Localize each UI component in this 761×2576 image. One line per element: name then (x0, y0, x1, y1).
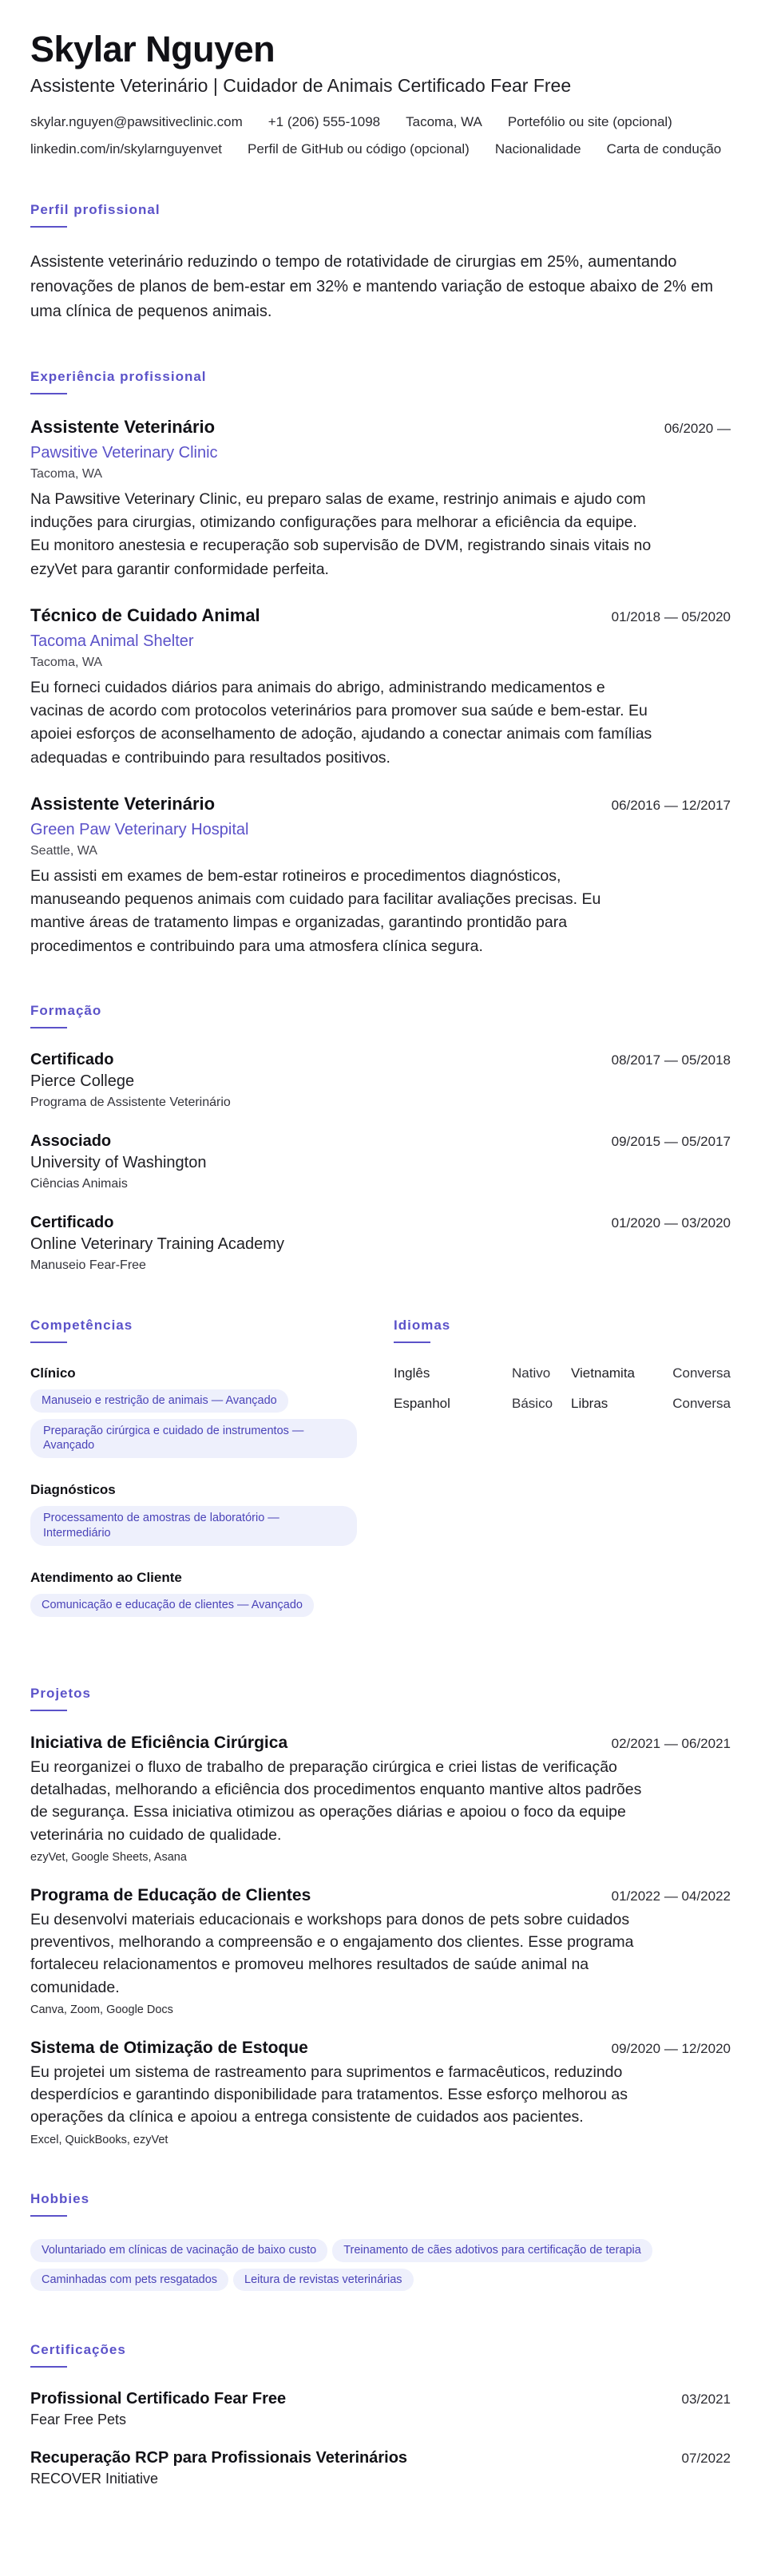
section-divider (394, 1342, 430, 1343)
skill-tag: Preparação cirúrgica e cuidado de instrumentos — Avançado (30, 1419, 357, 1459)
project-name: Iniciativa de Eficiência Cirúrgica (30, 1733, 288, 1752)
hobby-list (30, 2239, 731, 2298)
section-divider (30, 226, 67, 228)
field-of-study: Programa de Assistente Veterinário (30, 1095, 231, 1109)
skills-languages-row (30, 1318, 731, 1641)
contact-phone[interactable]: +1 (206) 555-1098 (268, 113, 381, 129)
skill-tag: Manuseio e restrição de animais — Avançado (30, 1389, 288, 1413)
education-item (30, 1051, 731, 1110)
certifications-section (30, 2342, 731, 2487)
hobby-tag: Leitura de revistas veterinárias (233, 2269, 413, 2292)
section-title: Certificações (30, 2342, 126, 2358)
language-name: Vietnamita (571, 1365, 636, 1381)
experience-item (30, 794, 731, 958)
certification-date: 07/2022 (681, 2451, 731, 2467)
certification-name: Profissional Certificado Fear Free (30, 2390, 287, 2408)
education-section (30, 1003, 731, 1273)
certification-item (30, 2390, 731, 2428)
degree: Associado (30, 1131, 112, 1150)
contact-email[interactable]: skylar.nguyen@pawsitiveclinic.com (30, 113, 243, 129)
experience-item (30, 605, 731, 770)
language-level: Conversa (672, 1365, 731, 1381)
education-date: 01/2020 — 03/2020 (611, 1215, 731, 1231)
section-title: Idiomas (394, 1317, 451, 1333)
skill-group (30, 1570, 362, 1623)
institution: University of Washington (30, 1153, 207, 1171)
section-divider (30, 2366, 67, 2368)
summary-text: Assistente veterinário reduzindo o tempo de rotatividade de cirurgias em 25%, aumentando renovações de planos de bem-estar em 32% e mantendo variação de estoque abaixo de 2% em uma clínica de pequenos animais. (30, 252, 713, 320)
projects-section (30, 1686, 731, 2146)
job-location: Tacoma, WA (30, 655, 103, 669)
project-tools: Canva, Zoom, Google Docs (30, 2003, 173, 2016)
job-title: Assistente Veterinário (30, 416, 216, 437)
institution: Online Veterinary Training Academy (30, 1234, 284, 1253)
project-date: 09/2020 — 12/2020 (611, 2040, 731, 2056)
section-divider (30, 2215, 67, 2217)
contact-portfolio[interactable]: Portefólio ou site (opcional) (507, 113, 672, 129)
job-description: Eu forneci cuidados diários para animais do abrigo, administrando medicamentos e vacinas de acordo com protocolos veterinários para promover sua saúde e bem-estar. Eu apoiei esforços de aconselhamento de adoção, ajudando a conectar animais com famílias adequadas e contribuindo para resultados positivos. (30, 678, 652, 767)
contact-nationality: Nacionalidade (494, 141, 581, 157)
skill-category: Clínico (30, 1365, 76, 1381)
hobbies-section (30, 2191, 731, 2298)
field-of-study: Manuseio Fear-Free (30, 1258, 146, 1272)
candidate-headline: Assistente Veterinário | Cuidador de Animais Certificado Fear Free (30, 74, 572, 96)
education-date: 09/2015 — 05/2017 (611, 1133, 731, 1149)
section-title: Projetos (30, 1685, 92, 1701)
languages-section (394, 1318, 731, 1641)
language-name: Inglês (394, 1365, 430, 1381)
project-name: Sistema de Otimização de Estoque (30, 2038, 308, 2057)
project-item (30, 1734, 731, 1864)
degree: Certificado (30, 1213, 114, 1231)
certification-name: Recuperação RCP para Profissionais Veterinários (30, 2449, 408, 2467)
project-description: Eu projetei um sistema de rastreamento para suprimentos e farmacêuticos, reduzindo desperdícios e garantindo disponibilidade para tratamentos. Esse esforço melhorou as operações da clínica e apoiou a entrega consistente de cuidados aos pacientes. (30, 2063, 628, 2126)
language-name: Libras (571, 1395, 608, 1411)
language-list (394, 1365, 731, 1412)
project-date: 01/2022 — 04/2022 (611, 1888, 731, 1904)
contact-list (30, 114, 731, 157)
project-name: Programa de Educação de Clientes (30, 1885, 311, 1904)
company-name: Pawsitive Veterinary Clinic (30, 443, 218, 462)
hobby-tag: Voluntariado em clínicas de vacinação de baixo custo (30, 2239, 327, 2262)
job-description: Na Pawsitive Veterinary Clinic, eu preparo salas de exame, restrinjo animais e ajudo com induções para cirurgias, otimizando configurações para melhorar a eficiência da equipe. Eu monitoro anestesia e recuperação sob supervisão de DVM, registrando sinais vitais no ezyVet para garantir conformidade perfeita. (30, 489, 652, 578)
contact-github[interactable]: Perfil de GitHub ou código (opcional) (248, 141, 470, 157)
candidate-name: Skylar Nguyen (30, 29, 275, 69)
degree: Certificado (30, 1050, 114, 1068)
section-title: Perfil profissional (30, 201, 161, 217)
contact-driving-license: Carta de condução (606, 141, 722, 157)
section-divider (30, 1027, 67, 1028)
certification-item (30, 2449, 731, 2487)
job-location: Seattle, WA (30, 843, 97, 858)
section-title: Experiência profissional (30, 368, 207, 384)
education-date: 08/2017 — 05/2018 (611, 1052, 731, 1068)
section-title: Hobbies (30, 2190, 90, 2206)
experience-section (30, 369, 731, 958)
education-item (30, 1214, 731, 1273)
section-divider (30, 1342, 67, 1343)
section-divider (30, 1710, 67, 1711)
education-item (30, 1132, 731, 1191)
hobby-tag: Caminhadas com pets resgatados (30, 2269, 228, 2292)
summary-section (30, 202, 731, 324)
section-title: Competências (30, 1317, 133, 1333)
project-tools: Excel, QuickBooks, ezyVet (30, 2133, 168, 2146)
job-title: Técnico de Cuidado Animal (30, 604, 260, 625)
contact-linkedin[interactable]: linkedin.com/in/skylarnguyenvet (30, 141, 223, 157)
language-level: Conversa (672, 1395, 731, 1411)
language-level: Básico (512, 1395, 553, 1411)
skill-tag: Processamento de amostras de laboratório — Intermediário (30, 1506, 357, 1546)
skill-group (30, 1482, 362, 1552)
experience-item (30, 417, 731, 581)
skill-group (30, 1365, 362, 1465)
language-level: Nativo (512, 1365, 551, 1381)
job-date: 06/2016 — 12/2017 (611, 797, 731, 813)
skills-section (30, 1318, 362, 1641)
skill-category: Diagnósticos (30, 1482, 116, 1498)
job-date: 01/2018 — 05/2020 (611, 608, 731, 624)
job-title: Assistente Veterinário (30, 793, 216, 814)
project-item (30, 1886, 731, 2016)
company-name: Green Paw Veterinary Hospital (30, 820, 249, 838)
project-description: Eu desenvolvi materiais educacionais e workshops para donos de pets sobre cuidados preventivos, melhorando a compreensão e o engajamento dos clientes. Esse programa fortaleceu relacionamentos e promoveu melhores resultados de saúde animal na comunidade. (30, 1910, 634, 1996)
company-name: Tacoma Animal Shelter (30, 632, 194, 650)
job-location: Tacoma, WA (30, 466, 103, 481)
section-title: Formação (30, 1002, 102, 1018)
job-description: Eu assisti em exames de bem-estar rotineiros e procedimentos diagnósticos, manuseando pequenos animais com cuidado para facilitar avaliações precisas. Eu mantive áreas de tratamento limpas e organizadas, garantindo prontidão para procedimentos e contribuindo para uma atmosfera clínica segura. (30, 866, 601, 955)
project-date: 02/2021 — 06/2021 (611, 1735, 731, 1751)
project-item (30, 2039, 731, 2146)
institution: Pierce College (30, 1072, 135, 1090)
language-name: Espanhol (394, 1395, 450, 1411)
field-of-study: Ciências Animais (30, 1176, 128, 1191)
hobby-tag: Treinamento de cães adotivos para certificação de terapia (332, 2239, 652, 2262)
job-date: 06/2020 — (664, 420, 731, 436)
skill-category: Atendimento ao Cliente (30, 1569, 182, 1585)
certification-date: 03/2021 (681, 2392, 731, 2408)
project-description: Eu reorganizei o fluxo de trabalho de preparação cirúrgica e criei listas de verificação detalhadas, melhorando a eficiência dos procedimentos enquanto mantive altos padrões de segurança. Essa iniciativa otimizou as operações diárias e apoiou o foco da equipe veterinária no cuidado de qualidade. (30, 1758, 642, 1844)
resume-header (30, 29, 731, 157)
contact-location: Tacoma, WA (406, 113, 482, 129)
section-divider (30, 393, 67, 394)
project-tools: ezyVet, Google Sheets, Asana (30, 1850, 187, 1864)
skill-tag: Comunicação e educação de clientes — Avançado (30, 1594, 314, 1617)
certification-issuer: RECOVER Initiative (30, 2471, 159, 2487)
certification-issuer: Fear Free Pets (30, 2412, 127, 2428)
